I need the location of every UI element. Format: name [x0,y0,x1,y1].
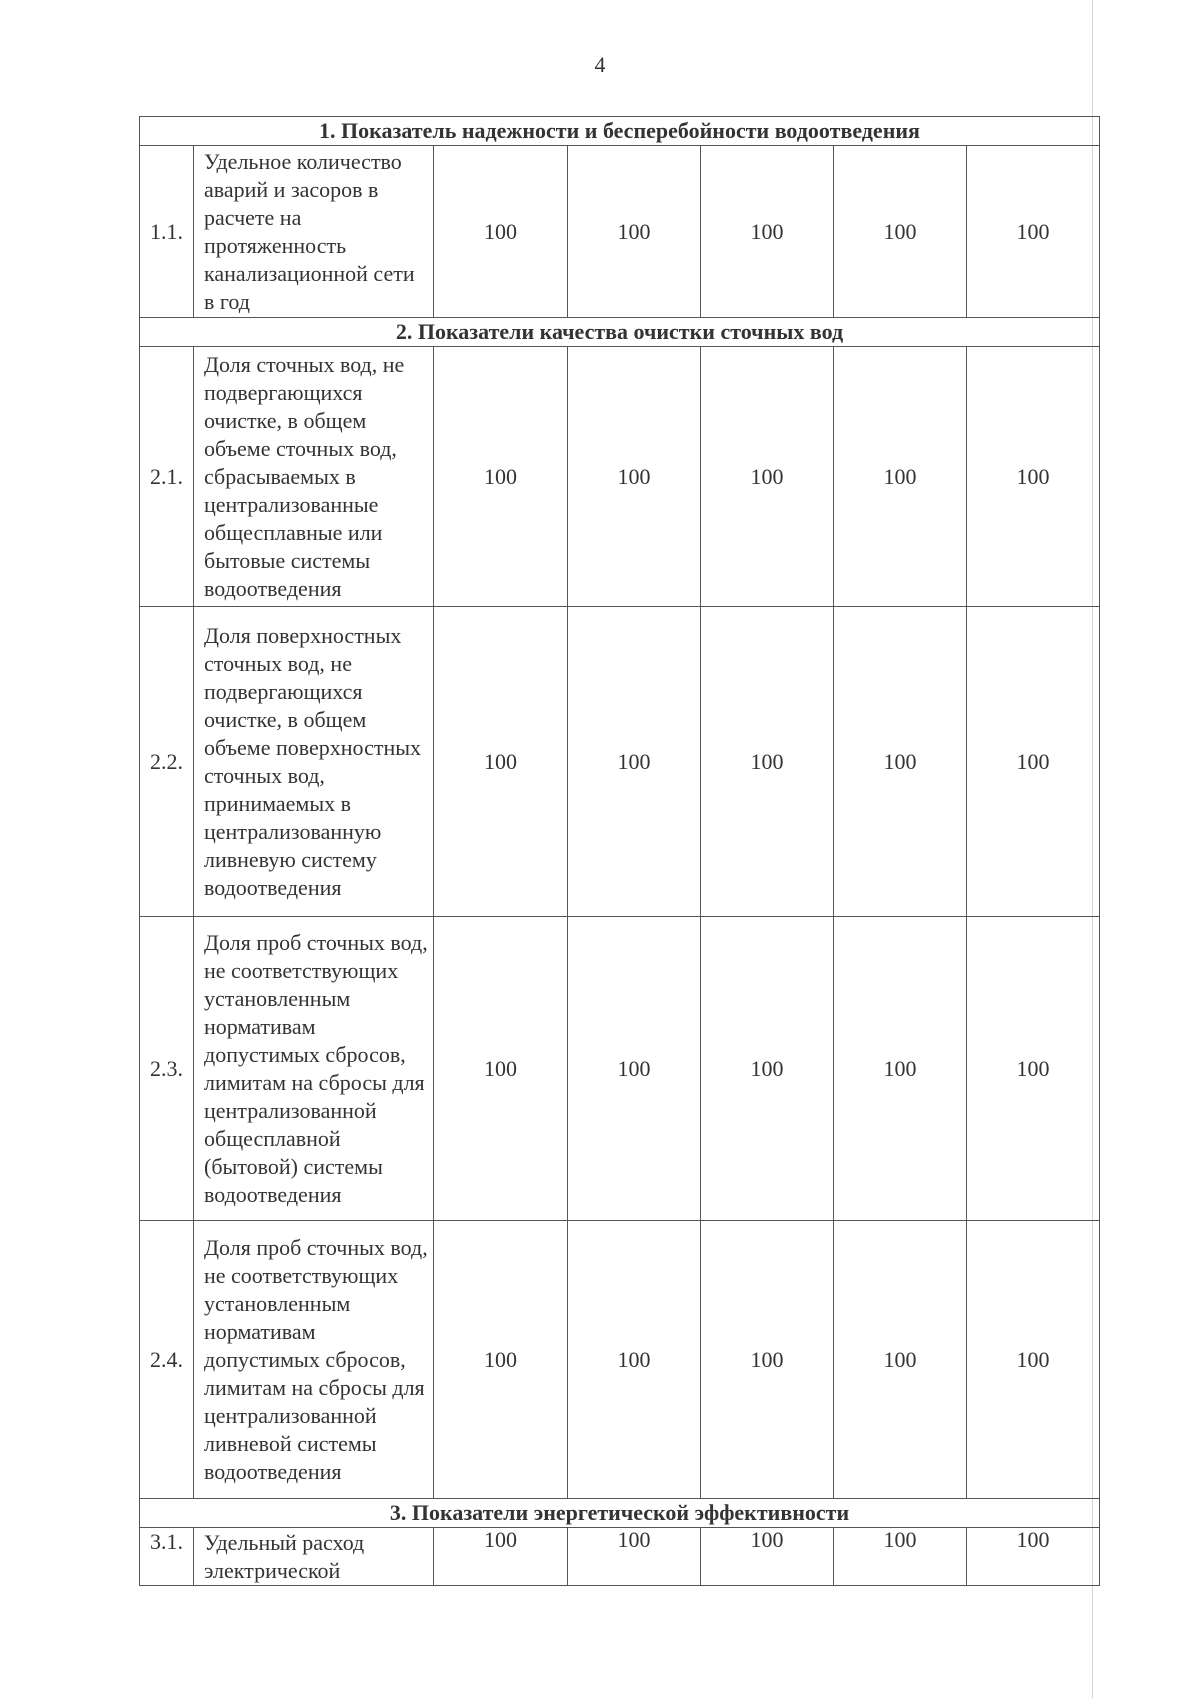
row-description: Удельное количество аварий и засоров в расчете на протяженность канализационной сети в год [194,146,434,318]
row-number: 2.2. [140,607,194,917]
row-value: 100 [967,1528,1100,1586]
row-value: 100 [701,1221,834,1499]
table-row [140,917,1100,1221]
table-row [140,146,1100,318]
section-title: 2. Показатели качества очистки сточных вод [140,318,1100,347]
row-value: 100 [568,1528,701,1586]
row-value: 100 [434,607,568,917]
section-header-row [140,117,1100,146]
row-value: 100 [967,607,1100,917]
row-value: 100 [434,917,568,1221]
row-value: 100 [568,1221,701,1499]
row-value: 100 [701,146,834,318]
row-value: 100 [434,1221,568,1499]
section-title: 1. Показатель надежности и бесперебойности водоотведения [140,117,1100,146]
row-value: 100 [701,607,834,917]
row-value: 100 [701,917,834,1221]
row-value: 100 [834,1528,967,1586]
row-value: 100 [434,146,568,318]
row-value: 100 [701,1528,834,1586]
row-value: 100 [834,146,967,318]
page-number: 4 [594,52,606,77]
table-row [140,347,1100,607]
table-row [140,1528,1100,1586]
row-value: 100 [434,1528,568,1586]
row-value: 100 [967,146,1100,318]
section-header-row [140,1499,1100,1528]
row-value: 100 [568,917,701,1221]
row-number: 3.1. [140,1528,194,1586]
row-number: 2.4. [140,1221,194,1499]
row-value: 100 [967,1221,1100,1499]
table-row [140,607,1100,917]
row-value: 100 [834,917,967,1221]
indicators-table [139,116,1100,1586]
section-header-row [140,318,1100,347]
row-value: 100 [967,347,1100,607]
row-value: 100 [568,146,701,318]
row-number: 1.1. [140,146,194,318]
row-value: 100 [568,347,701,607]
row-description: Доля поверхностных сточных вод, не подвергающихся очистке, в общем объеме поверхностных сточных вод, принимаемых в централизованную ливневую систему водоотведения [194,607,434,917]
row-value: 100 [568,607,701,917]
row-value: 100 [701,347,834,607]
row-value: 100 [967,917,1100,1221]
table-row [140,1221,1100,1499]
row-description: Доля сточных вод, не подвергающихся очистке, в общем объеме сточных вод, сбрасываемых в централизованные общесплавные или бытовые системы водоотведения [194,347,434,607]
row-number: 2.3. [140,917,194,1221]
row-value: 100 [834,1221,967,1499]
row-description: Удельный расход электрической [194,1528,434,1586]
row-value: 100 [834,347,967,607]
row-description: Доля проб сточных вод, не соответствующих установленным нормативам допустимых сбросов, лимитам на сбросы для централизованной общесплавной (бытовой) системы водоотведения [194,917,434,1221]
row-number: 2.1. [140,347,194,607]
row-value: 100 [434,347,568,607]
row-value: 100 [834,607,967,917]
row-description: Доля проб сточных вод, не соответствующих установленным нормативам допустимых сбросов, лимитам на сбросы для централизованной ливневой системы водоотведения [194,1221,434,1499]
section-title: 3. Показатели энергетической эффективности [140,1499,1100,1528]
